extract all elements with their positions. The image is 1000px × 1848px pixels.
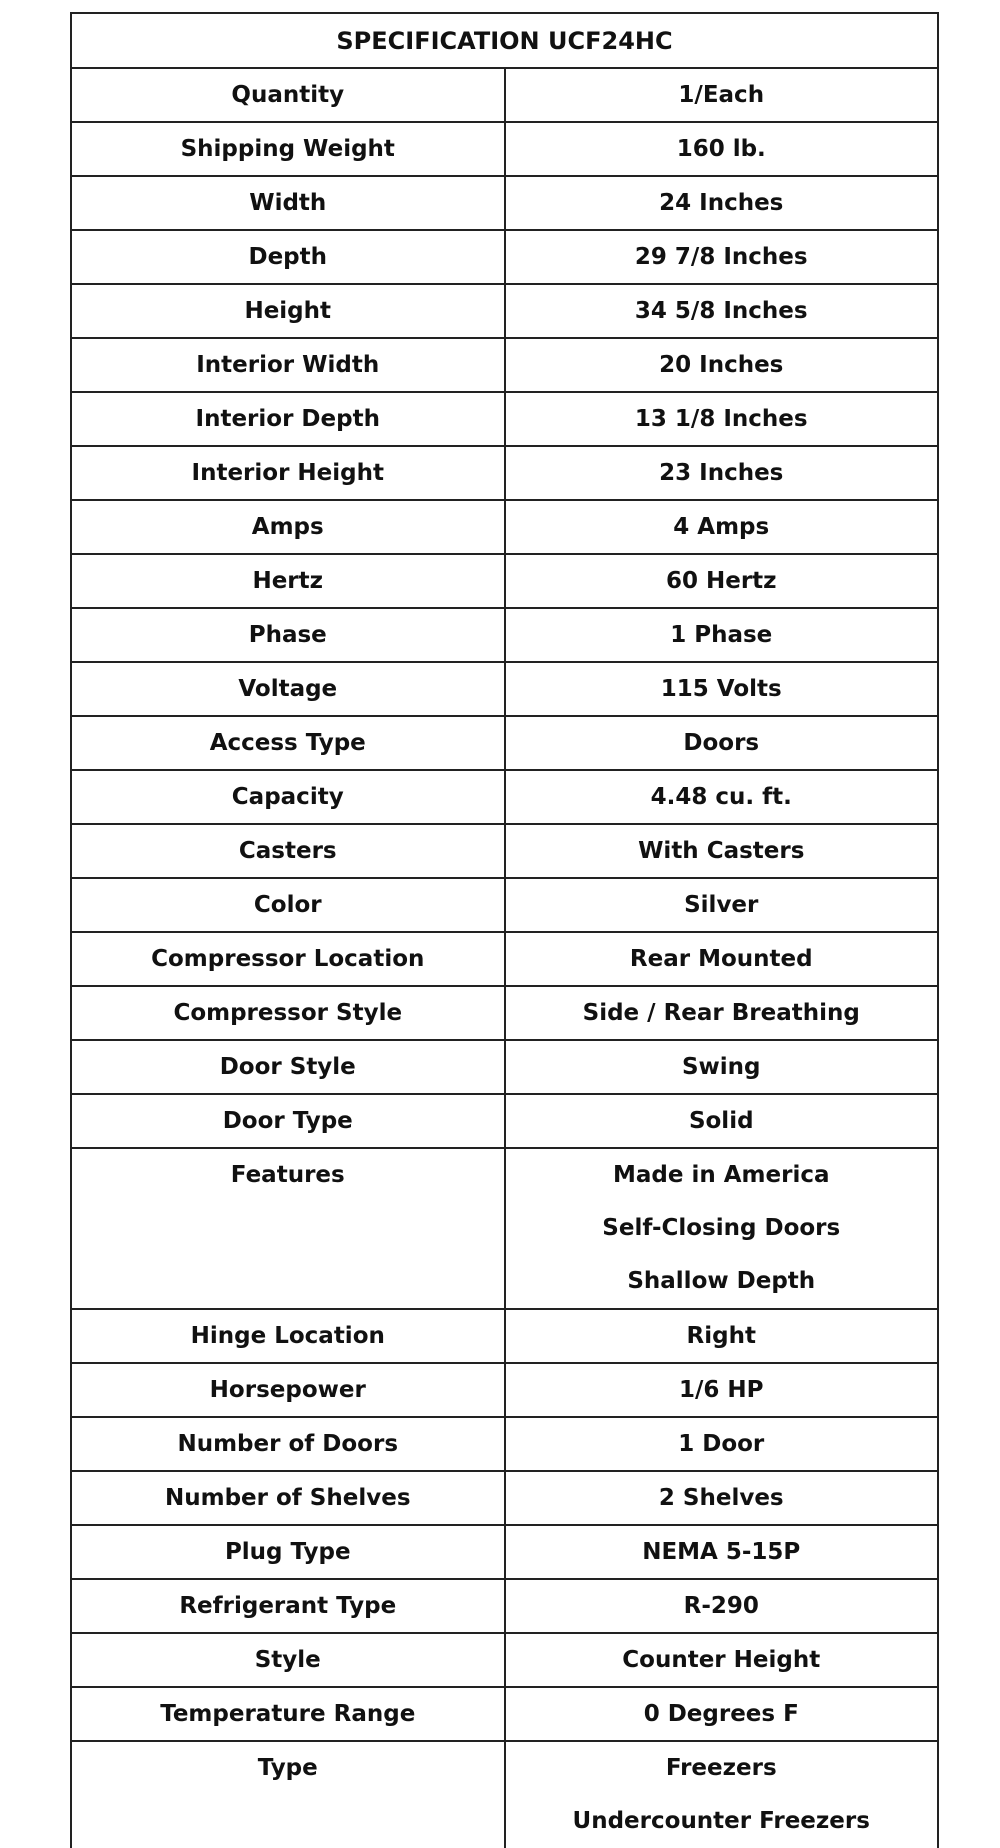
table-row: [71, 770, 938, 824]
spec-label: Horsepower: [71, 1363, 505, 1417]
table-row: [71, 932, 938, 986]
spec-value: Solid: [505, 1094, 939, 1148]
table-row: [71, 554, 938, 608]
spec-label: Hinge Location: [71, 1309, 505, 1363]
table-row: [71, 1040, 938, 1094]
spec-label: Plug Type: [71, 1525, 505, 1579]
spec-label: Interior Height: [71, 446, 505, 500]
table-row: [71, 122, 938, 176]
spec-label: Door Style: [71, 1040, 505, 1094]
spec-label: Height: [71, 284, 505, 338]
table-row: [71, 1525, 938, 1579]
table-row: [71, 500, 938, 554]
spec-value: Right: [505, 1309, 939, 1363]
spec-value-line: Made in America: [613, 1162, 830, 1188]
table-row: [71, 986, 938, 1040]
spec-value: 13 1/8 Inches: [505, 392, 939, 446]
spec-label: Quantity: [71, 68, 505, 122]
spec-label: Door Type: [71, 1094, 505, 1148]
spec-label: Style: [71, 1633, 505, 1687]
table-row: [71, 716, 938, 770]
table-body: [71, 68, 938, 1848]
spec-value: 4 Amps: [505, 500, 939, 554]
table-row: [71, 662, 938, 716]
table-row: [71, 1417, 938, 1471]
spec-label: Compressor Style: [71, 986, 505, 1040]
table-row: [71, 176, 938, 230]
spec-label: Compressor Location: [71, 932, 505, 986]
table-row: [71, 446, 938, 500]
table-row: [71, 1309, 938, 1363]
spec-label: Hertz: [71, 554, 505, 608]
spec-value: [505, 1148, 939, 1309]
spec-value: 115 Volts: [505, 662, 939, 716]
table-row: [71, 68, 938, 122]
table-row: [71, 608, 938, 662]
table-row: [71, 878, 938, 932]
spec-value: 2 Shelves: [505, 1471, 939, 1525]
spec-value: R-290: [505, 1579, 939, 1633]
spec-value: 23 Inches: [505, 446, 939, 500]
spec-label: Refrigerant Type: [71, 1579, 505, 1633]
spec-label: Color: [71, 878, 505, 932]
spec-label: Voltage: [71, 662, 505, 716]
spec-value-line: Self-Closing Doors: [602, 1215, 841, 1241]
spec-value: 160 lb.: [505, 122, 939, 176]
spec-value-line: Shallow Depth: [627, 1268, 816, 1294]
spec-value: NEMA 5-15P: [505, 1525, 939, 1579]
spec-value: Counter Height: [505, 1633, 939, 1687]
table-row: [71, 392, 938, 446]
spec-value: Rear Mounted: [505, 932, 939, 986]
spec-label: Phase: [71, 608, 505, 662]
spec-label: Number of Doors: [71, 1417, 505, 1471]
spec-label: Capacity: [71, 770, 505, 824]
table-row: [71, 1741, 938, 1848]
table-header-row: [71, 13, 938, 68]
spec-value: 4.48 cu. ft.: [505, 770, 939, 824]
spec-label-text: Type: [257, 1755, 318, 1781]
spec-label: Interior Width: [71, 338, 505, 392]
spec-value: Side / Rear Breathing: [505, 986, 939, 1040]
spec-value-line: Undercounter Freezers: [572, 1808, 870, 1834]
spec-label: Access Type: [71, 716, 505, 770]
spec-value: 24 Inches: [505, 176, 939, 230]
spec-value: 60 Hertz: [505, 554, 939, 608]
table-row: [71, 338, 938, 392]
spec-value: 34 5/8 Inches: [505, 284, 939, 338]
spec-value: Silver: [505, 878, 939, 932]
table-row: [71, 1148, 938, 1309]
table-row: [71, 824, 938, 878]
spec-value: 1 Phase: [505, 608, 939, 662]
spec-label-text: Features: [230, 1162, 345, 1188]
spec-value: Swing: [505, 1040, 939, 1094]
spec-label: Interior Depth: [71, 392, 505, 446]
spec-value: 20 Inches: [505, 338, 939, 392]
spec-value: 0 Degrees F: [505, 1687, 939, 1741]
table-row: [71, 1579, 938, 1633]
table-title: SPECIFICATION UCF24HC: [71, 13, 938, 68]
spec-value: 29 7/8 Inches: [505, 230, 939, 284]
spec-value: 1/Each: [505, 68, 939, 122]
table-row: [71, 1471, 938, 1525]
spec-value: Doors: [505, 716, 939, 770]
spec-value: 1/6 HP: [505, 1363, 939, 1417]
spec-value-line: Freezers: [665, 1755, 777, 1781]
spec-label: Width: [71, 176, 505, 230]
table-row: [71, 230, 938, 284]
table-row: [71, 1363, 938, 1417]
spec-label: [71, 1741, 505, 1848]
table-row: [71, 284, 938, 338]
spec-label: Casters: [71, 824, 505, 878]
spec-label: [71, 1148, 505, 1309]
table-row: [71, 1094, 938, 1148]
spec-label: Amps: [71, 500, 505, 554]
spec-label: Depth: [71, 230, 505, 284]
spec-label: Number of Shelves: [71, 1471, 505, 1525]
table-row: [71, 1633, 938, 1687]
spec-value: [505, 1741, 939, 1848]
spec-label: Temperature Range: [71, 1687, 505, 1741]
spec-value: With Casters: [505, 824, 939, 878]
spec-label: Shipping Weight: [71, 122, 505, 176]
spec-value: 1 Door: [505, 1417, 939, 1471]
specification-table: [70, 12, 939, 1848]
table-row: [71, 1687, 938, 1741]
